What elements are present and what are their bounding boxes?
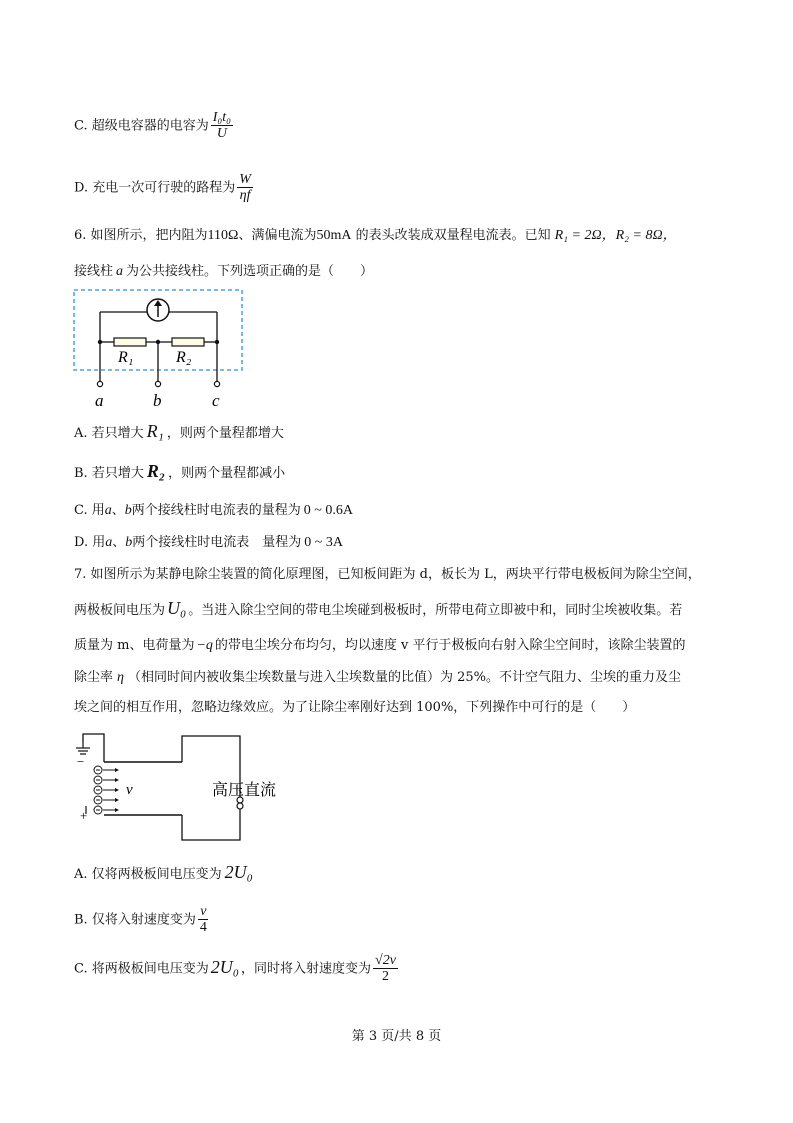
q7-stem-line4: 除尘率 η （相同时间内被收集尘埃数量与进入尘埃数量的比值）为 25%。不计空气阻力、尘埃的重力及尘 [74, 670, 681, 685]
dust-particles [94, 766, 119, 814]
q7-stem-line2: 两极板间电压为 U₀ 。当进入除尘空间的带电尘埃碰到极板时，所带电荷立即被中和，同时尘埃被收集。若 [74, 598, 683, 618]
q6-circuit-diagram [72, 288, 247, 413]
q7-stem-line5: 埃之间的相互作用，忽略边缘效应。为了让除尘率刚好达到 100%，下列操作中可行的是（ ） [74, 700, 636, 715]
q6-option-c: C. 用a、b两个接线柱时电流表的量程为 0 ~ 0.6A [74, 503, 353, 518]
velocity-label: v [126, 782, 133, 798]
q7-option-b: B. 仅将入射速度变为 $\frac{v}{4}$ [74, 904, 207, 935]
q7-option-a: A. 仅将两极板间电压变为 2U₀ [74, 862, 253, 882]
terminal-c [214, 381, 219, 386]
ground-icon [76, 742, 90, 754]
q6-stem-line1: 6. 如图所示，把内阻为110Ω、满偏电流为50mA 的表头改装成双量程电流表。已知 R₁ = 2Ω，R₂ = 8Ω， [74, 228, 677, 243]
label-a: a [95, 391, 104, 410]
resistor-r2 [172, 338, 204, 346]
q6-option-b: B. 若只增大 R₂ ，则两个量程都减小 [74, 461, 286, 481]
label-b: b [153, 391, 162, 410]
label-r2: R₂ [176, 349, 192, 366]
page-footer: 第 3 页/共 8 页 [351, 1029, 442, 1044]
q6-option-a: A. 若只增大 R₁ ，则两个量程都增大 [74, 421, 284, 441]
q7-stem-line1: 7. 如图所示为某静电除尘装置的简化原理图，已知板间距为 d，板长为 L，两块平行带电极板间为除尘空间， [74, 567, 701, 582]
q7-stem-line3: 质量为 m、电荷量为 −q 的带电尘埃分布均匀，均以速度 v 平行于极板向右射入除尘空间时，该除尘装置的 [74, 638, 686, 653]
q7-option-c: C. 将两极板间电压变为 2U₀ ，同时将入射速度变为 $\frac{√2v}{2}$ [74, 953, 396, 984]
label-c: c [212, 391, 220, 410]
terminal-a [97, 381, 102, 386]
q7-b-fraction: $\frac{v}{4}$ [199, 904, 207, 935]
label-r1: R₁ [118, 349, 134, 366]
q7-precipitator-diagram [72, 722, 292, 847]
q6-option-d: D. 用a、b两个接线柱时电流表 量程为 0 ~ 3A [74, 535, 343, 550]
hv-dc-label: 高压直流 [212, 782, 277, 799]
q5-d-fraction: $\frac{W}{\eta f}$ [239, 172, 251, 203]
q5-option-c: C. 超级电容器的电容为 $\frac{\text{I₀t₀}}{U}$ [74, 110, 232, 141]
terminal-b [155, 381, 160, 386]
resistor-r1 [114, 338, 146, 346]
svg-text:−: − [77, 754, 85, 769]
q7-c-fraction: $\frac{√2v}{2}$ [375, 953, 396, 984]
q6-stem-line2: 接线柱 a 为公共接线柱。下列选项正确的是（ ） [74, 264, 374, 279]
svg-text:+: + [80, 808, 88, 823]
q5-option-d: D. 充电一次可行驶的路程为 $\frac{W}{\eta f}$ [74, 172, 251, 203]
q5-c-fraction: $\frac{\text{I₀t₀}}{U}$ [212, 110, 232, 141]
